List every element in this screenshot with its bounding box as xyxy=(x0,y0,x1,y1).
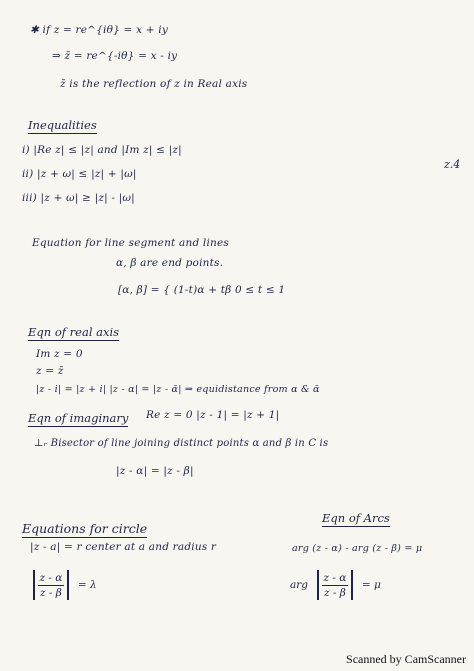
ratio-rhs: = λ xyxy=(77,579,97,591)
line-segment-line-1: Equation for line segment and lines xyxy=(32,237,229,249)
abs-bar-right xyxy=(351,570,353,600)
arcs-heading: Eqn of Arcs xyxy=(322,511,390,525)
inequalities-heading: Inequalities xyxy=(28,118,97,132)
inequality-i: i) |Re z| ≤ |z| and |Im z| ≤ |z| xyxy=(22,144,182,156)
circle-ratio-equation xyxy=(30,570,97,600)
real-axis-line-3: |z - i| = |z + i| |z - α| = |z - ᾱ| ⇒ equidistance from α & ᾱ xyxy=(36,384,320,395)
arg-rhs: = μ xyxy=(361,579,381,591)
imaginary-rest: Re z = 0 |z - 1| = |z + 1| xyxy=(146,409,280,421)
real-axis-heading: Eqn of real axis xyxy=(28,325,120,339)
arg-label: arg xyxy=(290,579,309,591)
imaginary-heading: Eqn of imaginary xyxy=(28,411,129,425)
fraction xyxy=(38,572,65,599)
margin-note: z.4 xyxy=(444,158,461,171)
inequality-ii: ii) |z + ω| ≤ |z| + |ω| xyxy=(22,168,137,180)
circle-heading: Equations for circle xyxy=(22,521,148,536)
real-axis-line-2: z = z̄ xyxy=(36,365,64,377)
abs-bar-left xyxy=(317,570,319,600)
circle-line-1: |z - a| = r center at a and radius r xyxy=(30,541,217,553)
bisector-line-2: |z - α| = |z - β| xyxy=(116,465,194,477)
line-segment-line-2: α, β are end points. xyxy=(116,257,224,269)
fraction xyxy=(322,572,349,599)
fraction-numerator: z - α xyxy=(323,571,347,584)
conjugate-line-1: ✱ if z = re^{iθ} = x + iy xyxy=(30,24,168,36)
fraction-denominator: z - β xyxy=(324,586,346,599)
scanner-footer: Scanned by CamScanner xyxy=(346,652,466,666)
abs-bar-right xyxy=(67,570,69,600)
bisector-line-1: ⊥ᵣ Bisector of line joining distinct points α and β in C is xyxy=(34,438,329,449)
conjugate-line-2: ⇒ z̄ = re^{-iθ} = x - iy xyxy=(52,50,178,62)
arcs-arg-equation xyxy=(290,570,381,600)
real-axis-line-1: Im z = 0 xyxy=(36,348,83,360)
arcs-line-1: arg (z - α) - arg (z - β) = μ xyxy=(292,543,423,554)
fraction-denominator: z - β xyxy=(40,586,62,599)
inequality-iii: iii) |z + ω| ≥ |z| - |ω| xyxy=(22,192,135,204)
fraction-numerator: z - α xyxy=(39,571,63,584)
conjugate-line-3: z̄ is the reflection of z in Real axis xyxy=(60,78,248,90)
abs-bar-left xyxy=(33,570,35,600)
line-segment-line-3: [α, β] = { (1-t)α + tβ 0 ≤ t ≤ 1 xyxy=(118,284,286,296)
